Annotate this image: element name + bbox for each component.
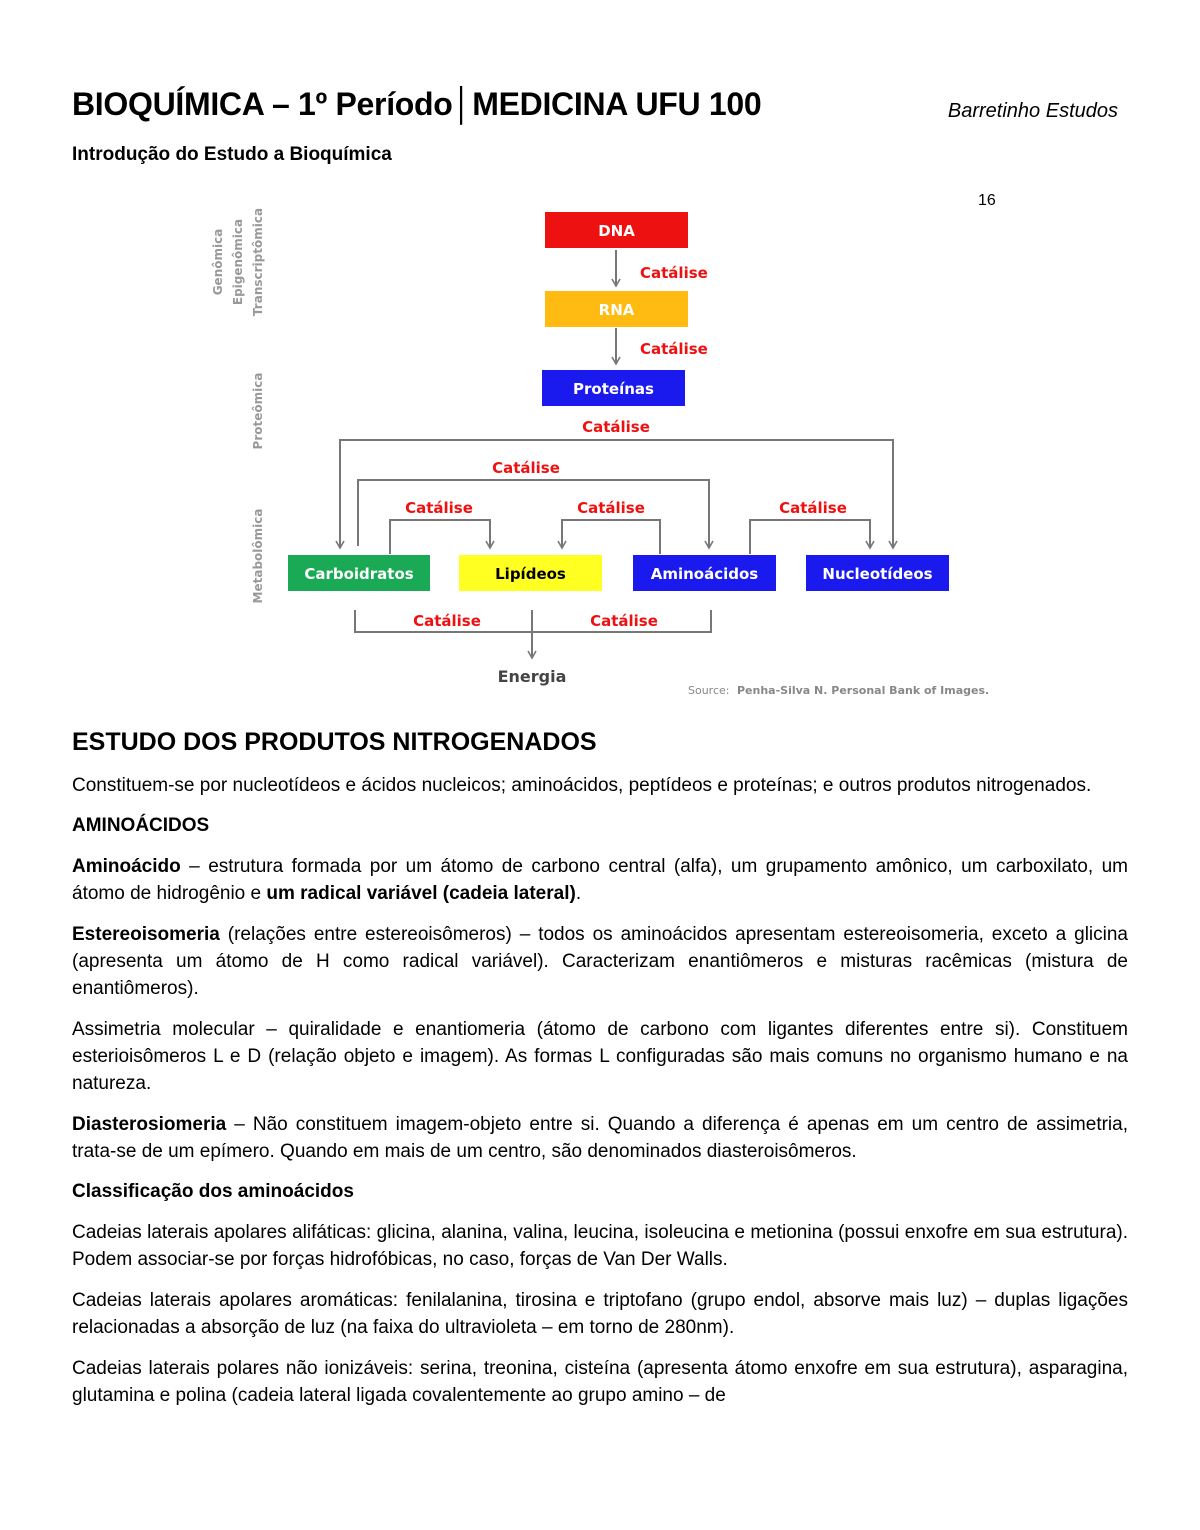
document-subtitle: Introdução do Estudo a Bioquímica (72, 144, 392, 165)
catalysis-label-carbs-amino: Catálise (492, 459, 560, 477)
document-title: BIOQUÍMICA – 1º Período│MEDICINA UFU 100 (72, 86, 762, 122)
diastereoisomerism-paragraph (72, 1111, 1128, 1165)
energy-label: Energia (497, 667, 567, 686)
box-lipids (459, 555, 602, 591)
aminoacid-bold-text: um radical variável (cadeia lateral) (266, 883, 576, 904)
aminoacids-heading: AMINOÁCIDOS (72, 815, 210, 836)
catalysis-label-amino-lipids: Catálise (577, 499, 645, 517)
box-rna-label: RNA (598, 301, 635, 319)
arrow-amino-nucleo (750, 520, 870, 554)
biochemistry-flow-diagram (200, 196, 1020, 706)
side-label-epigenomica: Epigenômica (231, 218, 245, 306)
aminoacid-text: – estrutura formada por um átomo de carbono central (alfa), um grupamento amônico, um carboxilato, um átomo de hidrogênio e (72, 856, 1128, 904)
arrow-bracket-outer (340, 440, 893, 546)
catalysis-label-carbs-lipids: Catálise (405, 499, 473, 517)
box-nucleotides (806, 555, 949, 591)
classification-heading: Classificação dos aminoácidos (72, 1181, 354, 1202)
aminoacid-end: . (575, 883, 582, 904)
side-label-metabolomica: Metabolômica (251, 508, 265, 604)
diastereoisomerism-text: – Não constituem imagem-objeto entre si. Quando a diferença é apenas em um centro de assimetria, trata-se de um epímero. Quando em mais de um centro, são denominados diasteroisômeros. (72, 1114, 1128, 1162)
catalysis-label-amino-nucleo: Catálise (779, 499, 847, 517)
side-label-transcriptomica: Transcriptômica (251, 207, 265, 317)
arrow-amino-lipids (562, 520, 660, 554)
box-nucleotides-label: Nucleotídeos (822, 565, 933, 583)
page-number: 16 (978, 192, 996, 209)
polar-paragraph: Cadeias laterais polares não ionizáveis: serina, treonina, cisteína (apresenta átomo enxofre em sua estrutura), asparagina, glutamina e polina (cadeia lateral ligada covalentemente ao grupo amino – de (72, 1358, 1128, 1406)
catalysis-label-rna-proteins: Catálise (640, 340, 708, 358)
box-rna (545, 291, 688, 327)
box-lipids-label: Lipídeos (495, 565, 566, 583)
stereoisomerism-paragraph (72, 921, 1128, 1002)
arrow-carbs-lipids (390, 520, 490, 554)
box-carbs (288, 555, 430, 591)
catalysis-label-energy-left: Catálise (413, 612, 481, 630)
side-label-genomics (211, 208, 265, 316)
side-label-proteomica: Proteômica (251, 372, 265, 450)
box-aminoacids-label: Aminoácidos (650, 565, 759, 583)
source-text: Penha-Silva N. Personal Bank of Images. (737, 684, 990, 697)
svg-text:Source: Penha-Silva N. (688, 684, 989, 697)
author-label: Barretinho Estudos (947, 100, 1118, 122)
source-prefix: Source: (688, 684, 730, 697)
catalysis-label-dna-rna: Catálise (640, 264, 708, 282)
box-carbs-label: Carboidratos (304, 565, 414, 583)
main-content (72, 726, 1128, 1423)
section-heading: ESTUDO DOS PRODUTOS NITROGENADOS (72, 728, 597, 756)
aromatic-paragraph: Cadeias laterais apolares aromáticas: fenilalanina, tirosina e triptofano (grupo endol, absorve mais luz) – duplas ligações relacionadas a absorção de luz (na faixa do ultravioleta – em torno de 280nm). (72, 1290, 1128, 1338)
box-dna-label: DNA (598, 222, 635, 240)
catalysis-label-energy-right: Catálise (590, 612, 658, 630)
asymmetry-paragraph: Assimetria molecular – quiralidade e enantiomeria (átomo de carbono com ligantes diferentes entre si). Constituem esterioisômeros L e D (relação objeto e imagem). As formas L configuradas são mais comuns no organismo humano e na natureza. (72, 1019, 1128, 1094)
diastereoisomerism-term: Diasterosiomeria (72, 1114, 227, 1135)
aminoacid-term: Aminoácido (72, 856, 181, 877)
catalysis-label-proteins: Catálise (582, 418, 650, 436)
box-proteins-label: Proteínas (573, 380, 654, 398)
page-header (72, 86, 1128, 130)
side-label-genomica: Genômica (211, 228, 225, 296)
box-dna (545, 212, 688, 248)
box-proteins (542, 370, 685, 406)
stereoisomerism-text: (relações entre estereoisômeros) – todos os aminoácidos apresentam estereoisomeria, exceto a glicina (apresenta um átomo de H como radical variável). Caracterizam enantiômeros e misturas racêmicas (mistura de enantiômeros). (72, 924, 1128, 999)
stereoisomerism-term: Estereoisomeria (72, 924, 220, 945)
source-note (688, 684, 989, 697)
aminoacid-definition (72, 853, 1128, 907)
aliphatic-paragraph: Cadeias laterais apolares alifáticas: glicina, alanina, valina, leucina, isoleucina e metionina (possui enxofre em sua estrutura). Podem associar-se por forças hidrofóbicas, no caso, forças de Van Der Walls. (72, 1222, 1128, 1270)
box-aminoacids (633, 555, 776, 591)
intro-paragraph: Constituem-se por nucleotídeos e ácidos nucleicos; aminoácidos, peptídeos e proteínas; e outros produtos nitrogenados. (72, 775, 1092, 796)
